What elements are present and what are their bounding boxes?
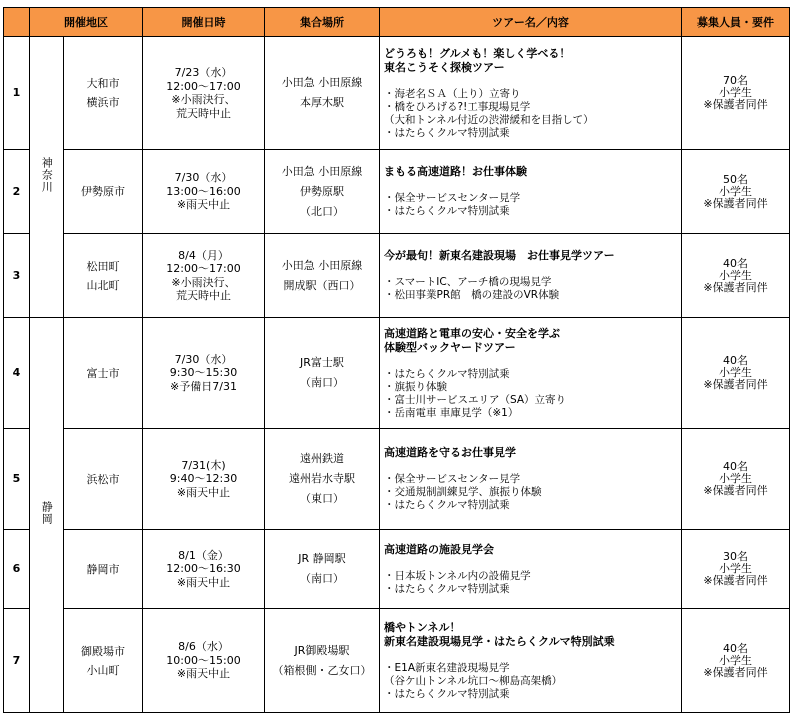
meeting-place-line: 開成駅（西口） [283,278,361,292]
meeting-place-cell [265,609,380,713]
table-row [4,234,790,318]
tour-cell [380,318,682,429]
area-name: 伊勢原市 [81,185,125,198]
requirement-line: 小学生 [719,184,752,198]
tour-item: ・はたらくクルマ特別試乗 [384,126,510,139]
meeting-place-cell [265,530,380,609]
requirement-line: ※保護者同伴 [703,98,768,111]
requirement-line: 40名 [723,641,748,655]
date-cell [143,318,265,429]
meeting-place-line: JR 静岡駅 [298,552,346,565]
row-number: 7 [4,609,30,713]
area-cell [64,150,143,234]
date-line: 荒天時中止 [176,106,231,120]
tour-title: 体験型バックヤードツアー [384,340,516,354]
date-line: ※雨天中止 [176,485,231,499]
tour-cell [380,530,682,609]
tour-title: どうろも！グルメも！楽しく学べる！ [384,46,571,60]
meeting-place-cell [265,429,380,530]
tour-item: （大和トンネル付近の渋滞緩和を目指して） [384,113,594,126]
meeting-place-cell [265,318,380,429]
table-row [4,150,790,234]
tour-title: 高速道路の施設見学会 [384,542,494,556]
date-line: 10:00～15:00 [166,653,241,667]
tour-item: ・はたらくクルマ特別試乗 [384,367,510,380]
area-name: 山北町 [86,278,120,292]
requirement-line: ※保護者同伴 [703,280,768,294]
meeting-place-line: （箱根側・乙女口） [272,663,372,677]
area-name: 大和市 [86,77,120,90]
requirement-line: 40名 [723,256,748,270]
date-line: 荒天時中止 [176,289,231,302]
date-line: ※雨天中止 [176,667,231,681]
area-name: 小山町 [86,663,120,677]
area-name: 御殿場市 [81,644,125,658]
requirement-line: 小学生 [719,366,752,379]
requirement-line: ※保護者同伴 [703,665,768,679]
area-name: 松田町 [86,259,120,273]
requirement-line: 小学生 [719,268,752,282]
meeting-place-line: 小田急 小田原線 [281,258,363,272]
tour-item: ・日本坂トンネル内の設備見学 [384,569,531,582]
meeting-place-cell [265,37,380,150]
meeting-place-cell [265,150,380,234]
date-cell [143,609,265,713]
requirements-cell [682,429,790,530]
date-line: 7/30（水） [174,171,233,185]
meeting-place-line: （南口） [300,376,344,389]
meeting-place-line: 遠州岩水寺駅 [289,472,355,485]
row-number: 5 [4,429,30,530]
meeting-place-cell [265,234,380,318]
tour-item: ・はたらくクルマ特別試乗 [384,499,510,511]
spacer [384,179,677,192]
requirements-cell [682,318,790,429]
meeting-place-line: 小田急 小田原線 [281,76,363,89]
area-cell [64,318,143,429]
date-cell [143,150,265,234]
requirement-line: 40名 [723,460,748,473]
tour-title: 高速道路を守るお仕事見学 [384,446,516,459]
date-cell [143,234,265,318]
header-date: 開催日時 [143,8,265,37]
requirement-line: 30名 [723,550,748,563]
date-line: 7/30（水） [174,352,233,366]
meeting-place-line: JR御殿場駅 [294,643,350,657]
tour-item: ・富士川サービスエリア（SA）立寄り [384,393,567,406]
tour-title: 橋やトンネル！ [384,620,461,634]
prefecture-name: 静岡 [40,501,54,526]
requirements-cell [682,37,790,150]
row-number: 2 [4,150,30,234]
tour-title: 今が最旬！新東名建設現場 お仕事見学ツアー [384,249,615,262]
tour-item: ・橋をひろげる?!工事現場見学 [384,100,531,113]
tour-title: 高速道路と電車の安心・安全を学ぶ [384,326,560,340]
requirement-line: 小学生 [719,653,752,667]
date-line: 8/1（金） [178,548,229,562]
requirement-line: 40名 [723,354,748,367]
header-tour: ツアー名／内容 [380,8,682,37]
tour-cell [380,234,682,318]
tour-item: ・海老名ＳＡ（上り）立寄り [384,87,521,100]
tour-item: ・松田事業PR館 橋の建設のVR体験 [384,289,560,301]
meeting-place-line: 遠州鉄道 [300,452,344,465]
requirement-line: 70名 [723,74,748,87]
meeting-place-line: 本厚木駅 [300,96,344,109]
header-requirements: 募集人員・要件 [682,8,790,37]
area-cell [64,429,143,530]
tour-item: ・旗振り体験 [384,380,447,393]
date-line: 12:00～17:00 [166,262,241,275]
meeting-place-line: 小田急 小田原線 [281,164,363,178]
date-line: 8/4（月） [178,248,229,262]
area-name: 静岡市 [86,562,120,576]
tour-title: 東名こうそく探検ツアー [384,60,505,74]
meeting-place-line: （北口） [300,204,344,218]
tour-item: ・スマートIC、アーチ橋の現場見学 [384,276,552,288]
area-name: 浜松市 [86,472,120,486]
row-number: 3 [4,234,30,318]
tour-cell [380,150,682,234]
spacer [384,557,677,570]
requirements-cell [682,530,790,609]
date-cell [143,37,265,150]
meeting-place-line: （南口） [300,572,344,585]
date-cell [143,530,265,609]
tour-item: ・岳南電車 車庫見学（※1） [384,406,519,419]
prefecture-cell [30,37,64,318]
tour-title: 新東名建設現場見学・はたらくクルマ特別試乗 [384,634,615,648]
table-row [4,37,790,150]
date-line: ※予備日7/31 [170,379,237,393]
tour-title: まもる高速道路！お仕事体験 [384,165,527,178]
tour-item: ・保全サービスセンター見学 [384,192,521,204]
date-line: ※雨天中止 [176,575,231,589]
tour-cell [380,37,682,150]
requirement-line: 50名 [723,172,748,186]
tour-cell [380,429,682,530]
area-cell [64,530,143,609]
spacer [384,649,677,662]
prefecture-name: 神奈川 [40,157,54,194]
tour-item: ・保全サービスセンター見学 [384,473,521,485]
date-cell [143,429,265,530]
table-row [4,530,790,609]
meeting-place-line: JR富士駅 [300,356,344,369]
header-place: 集合場所 [265,8,380,37]
spacer [384,355,677,368]
prefecture-cell [30,318,64,713]
tour-item: ・交通規制訓練見学、旗振り体験 [384,486,542,498]
date-line: 9:40～12:30 [169,472,238,486]
area-cell [64,609,143,713]
meeting-place-line: （東口） [300,492,344,505]
requirements-cell [682,234,790,318]
area-name: 富士市 [86,366,120,380]
header-row [4,8,790,37]
requirement-line: ※保護者同伴 [703,484,768,497]
requirement-line: ※保護者同伴 [703,574,768,587]
date-line: ※雨天中止 [176,198,231,212]
requirement-line: 小学生 [719,86,752,99]
spacer [384,75,677,88]
requirement-line: ※保護者同伴 [703,196,768,210]
requirement-line: ※保護者同伴 [703,378,768,391]
spacer [384,263,677,276]
row-number: 4 [4,318,30,429]
table-body [4,37,790,713]
row-number: 6 [4,530,30,609]
tour-item: ・E1A新東名建設現場見学 [384,661,510,674]
requirement-line: 小学生 [719,562,752,575]
table-row [4,318,790,429]
date-line: 9:30～15:30 [169,366,238,380]
date-line: 13:00～16:00 [166,184,241,198]
table-row [4,609,790,713]
date-line: 8/6（水） [178,640,229,654]
area-cell [64,37,143,150]
requirement-line: 小学生 [719,472,752,485]
tour-schedule-table [3,7,790,713]
date-line: ※小雨決行、 [171,93,236,106]
date-line: 12:00～16:30 [166,562,241,576]
date-line: 7/31(木) [181,458,226,472]
requirements-cell [682,609,790,713]
tour-cell [380,609,682,713]
tour-item: ・はたらくクルマ特別試乗 [384,687,510,700]
row-number: 1 [4,37,30,150]
header-no [4,8,30,37]
area-name: 横浜市 [86,96,120,109]
date-line: 7/23（水） [174,66,233,79]
tour-item: （谷ケ山トンネル坑口～柳島高架橋） [384,674,563,687]
date-line: 12:00～17:00 [166,79,241,93]
area-cell [64,234,143,318]
meeting-place-line: 伊勢原駅 [300,184,344,198]
requirements-cell [682,150,790,234]
spacer [384,460,677,473]
table-row [4,429,790,530]
header-area: 開催地区 [30,8,143,37]
date-line: ※小雨決行、 [171,275,236,289]
tour-item: ・はたらくクルマ特別試乗 [384,205,510,217]
tour-item: ・はたらくクルマ特別試乗 [384,582,510,595]
